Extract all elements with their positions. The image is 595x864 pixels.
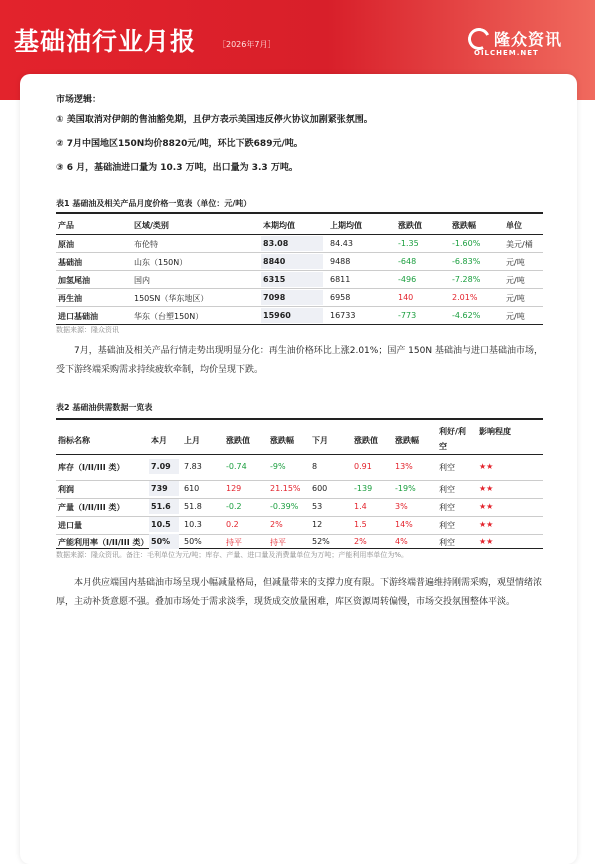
logic-title: 市场逻辑：	[56, 95, 102, 105]
table2-cell: 52%	[312, 537, 330, 546]
table2-cell: ★★	[479, 520, 494, 529]
logo-sub: OILCHEM.NET	[474, 49, 539, 57]
table2-header-cell: 涨跌值	[226, 436, 250, 445]
table1-cell: -1.35	[398, 239, 419, 248]
report-card	[20, 74, 577, 864]
table2-header-cell: 涨跌幅	[270, 436, 294, 445]
table1-header-cell: 产品	[58, 221, 74, 230]
table1-source: 数据来源：隆众资讯	[56, 326, 119, 334]
table2-cell: ★★	[479, 462, 494, 471]
table1-cell: 元/吨	[506, 276, 525, 285]
table1-cell: 进口基础油	[58, 312, 98, 321]
table2-cell: 51.6	[151, 502, 171, 511]
table1-cell: 9488	[330, 257, 351, 266]
table1-cell: 84.43	[330, 239, 353, 248]
table1-header-cell: 涨跌幅	[452, 221, 476, 230]
table2-cell: ★★	[479, 502, 494, 511]
table2-cell: 0.91	[354, 462, 372, 471]
table2-cell: 51.8	[184, 502, 202, 511]
paragraph-price-analysis: 7月，基础油及相关产品行情走势出现明显分化：再生油价格环比上涨2.01%；国产 150N 基础油与进口基础油市场，受下游终端采购需求持续疲软牵制，均价呈现下跌。	[56, 346, 543, 375]
table1-cell: -4.62%	[452, 311, 481, 320]
table2-cell: 持平	[226, 538, 242, 547]
table2-cell: 7.09	[151, 462, 171, 471]
table1-cell: 山东（150N）	[134, 258, 188, 267]
table2-cell: -0.2	[226, 502, 242, 511]
table1-cell: 布伦特	[134, 240, 158, 249]
table1-cell: 6315	[263, 275, 286, 284]
table2-cell: 10.3	[184, 520, 202, 529]
report-title: 基础油行业月报	[14, 27, 197, 56]
table2-cell: 2%	[270, 520, 283, 529]
oilchem-logo	[468, 28, 588, 58]
table1-cell: -773	[398, 311, 417, 320]
table2-cell: -139	[354, 484, 373, 493]
table1-cell: -648	[398, 257, 417, 266]
table2-cell: 2%	[354, 537, 367, 546]
logic-point: ② 7月中国地区150N均价8820元/吨，环比下跌689元/吨。	[56, 139, 303, 149]
table2-cell: 1.4	[354, 502, 367, 511]
report-date: ［2026年7月］	[218, 40, 276, 49]
table2-cell: -0.39%	[270, 502, 299, 511]
table2-cell: 600	[312, 484, 328, 493]
table1-cell: 国内	[134, 276, 150, 285]
table2-cell: 1.5	[354, 520, 367, 529]
table1-cell: 7098	[263, 293, 286, 302]
table1-cell: 元/吨	[506, 294, 525, 303]
table1-cell: -1.60%	[452, 239, 481, 248]
table2-cell: 利空	[439, 485, 455, 494]
table1-cell: 15960	[263, 311, 291, 320]
paragraph-supply-demand: 本月供应端国内基础油市场呈现小幅减量格局，但减量带来的支撑力度有限。下游终端普遍维持刚需采购，观望情绪浓厚，主动补货意愿不强。叠加市场处于需求淡季，现货成交放量困难，库区资源周转偏慢，市场交投氛围整体平淡。	[56, 578, 543, 607]
table1-cell: 16733	[330, 311, 356, 320]
table1-cell: 原油	[58, 240, 74, 249]
table2-header-cell: 本月	[151, 436, 167, 445]
table1-header-cell: 上期均值	[330, 221, 362, 230]
table1-cell: 6958	[330, 293, 351, 302]
logic-point: ③ 6 月，基础油进口量为 10.3 万吨，出口量为 3.3 万吨。	[56, 163, 298, 173]
logo-name: 隆众资讯	[494, 30, 563, 49]
table2-header-cell: 利好/利空	[439, 427, 466, 451]
table2-header-cell: 涨跌幅	[395, 436, 419, 445]
table2-cell: 进口量	[58, 521, 82, 530]
table2-cell: 利空	[439, 503, 455, 512]
table2-cell: 0.2	[226, 520, 239, 529]
table1-caption: 表1 基础油及相关产品月度价格一览表（单位：元/吨）	[56, 199, 252, 208]
table2-cell: 129	[226, 484, 242, 493]
table2-header-cell: 影响程度	[479, 427, 511, 436]
table1-header-cell: 本期均值	[263, 221, 295, 230]
table2-cell: 7.83	[184, 462, 202, 471]
table1-cell: 再生油	[58, 294, 82, 303]
logic-point: ① 美国取消对伊朗的售油豁免期，且伊方表示美国违反停火协议加剧紧张氛围。	[56, 115, 373, 125]
table1-cell: 2.01%	[452, 293, 478, 302]
table1-cell: 华东（台塑150N）	[134, 312, 204, 321]
table2-cell: 持平	[270, 538, 286, 547]
table1-cell: 150SN（华东地区）	[134, 294, 209, 303]
table2-cell: 3%	[395, 502, 408, 511]
table2-cell: 12	[312, 520, 323, 529]
table2-cell: -0.74	[226, 462, 247, 471]
table2-cell: 21.15%	[270, 484, 301, 493]
table1-header-cell: 涨跌值	[398, 221, 422, 230]
table2-cell: 53	[312, 502, 323, 511]
table2-cell: 利空	[439, 463, 455, 472]
table2-cell: 610	[184, 484, 200, 493]
table1-cell: 6811	[330, 275, 351, 284]
table1-cell: 加氢尾油	[58, 276, 90, 285]
table2-cell: 10.5	[151, 520, 171, 529]
table1-cell: 140	[398, 293, 414, 302]
table1-header-cell: 区域/类别	[134, 221, 169, 230]
table1-cell: -496	[398, 275, 417, 284]
table1-header-cell: 单位	[506, 221, 522, 230]
table1-cell: -7.28%	[452, 275, 481, 284]
table2-cell: 13%	[395, 462, 413, 471]
table2-cell: -19%	[395, 484, 416, 493]
table2-cell: 产能利用率（I/II/III 类）	[58, 538, 149, 547]
table2-header-cell: 指标名称	[58, 436, 90, 445]
table2-cell: 产量（I/II/III 类）	[58, 503, 125, 512]
table2-source: 数据来源：隆众资讯。备注：毛利单位为元/吨；库存、产量、进口量及消费量单位为万吨；产能利用率单位为%。	[56, 551, 409, 559]
table2-header-cell: 下月	[312, 436, 328, 445]
table1-cell: 美元/桶	[506, 240, 533, 249]
table2-cell: ★★	[479, 537, 494, 546]
table2-cell: 利空	[439, 538, 455, 547]
table2-cell: 50%	[184, 537, 202, 546]
table2-cell: 14%	[395, 520, 413, 529]
table2-header-cell: 涨跌值	[354, 436, 378, 445]
table2-cell: 利空	[439, 521, 455, 530]
table2-cell: ★★	[479, 484, 494, 493]
table2-cell: 利润	[58, 485, 74, 494]
table2-cell: 库存（I/II/III 类）	[58, 463, 125, 472]
table2-header-cell: 上月	[184, 436, 200, 445]
table2-cell: -9%	[270, 462, 286, 471]
table1-cell: 元/吨	[506, 258, 525, 267]
table1-cell: 83.08	[263, 239, 289, 248]
table1-cell: 基础油	[58, 258, 82, 267]
table1-cell: 元/吨	[506, 312, 525, 321]
table2-caption: 表2 基础油供需数据一览表	[56, 403, 153, 412]
table2-cell: 4%	[395, 537, 408, 546]
table2-cell: 8	[312, 462, 318, 471]
table2-cell: 739	[151, 484, 168, 493]
table1-cell: 8840	[263, 257, 286, 266]
table1-cell: -6.83%	[452, 257, 481, 266]
table2-cell: 50%	[151, 537, 171, 546]
